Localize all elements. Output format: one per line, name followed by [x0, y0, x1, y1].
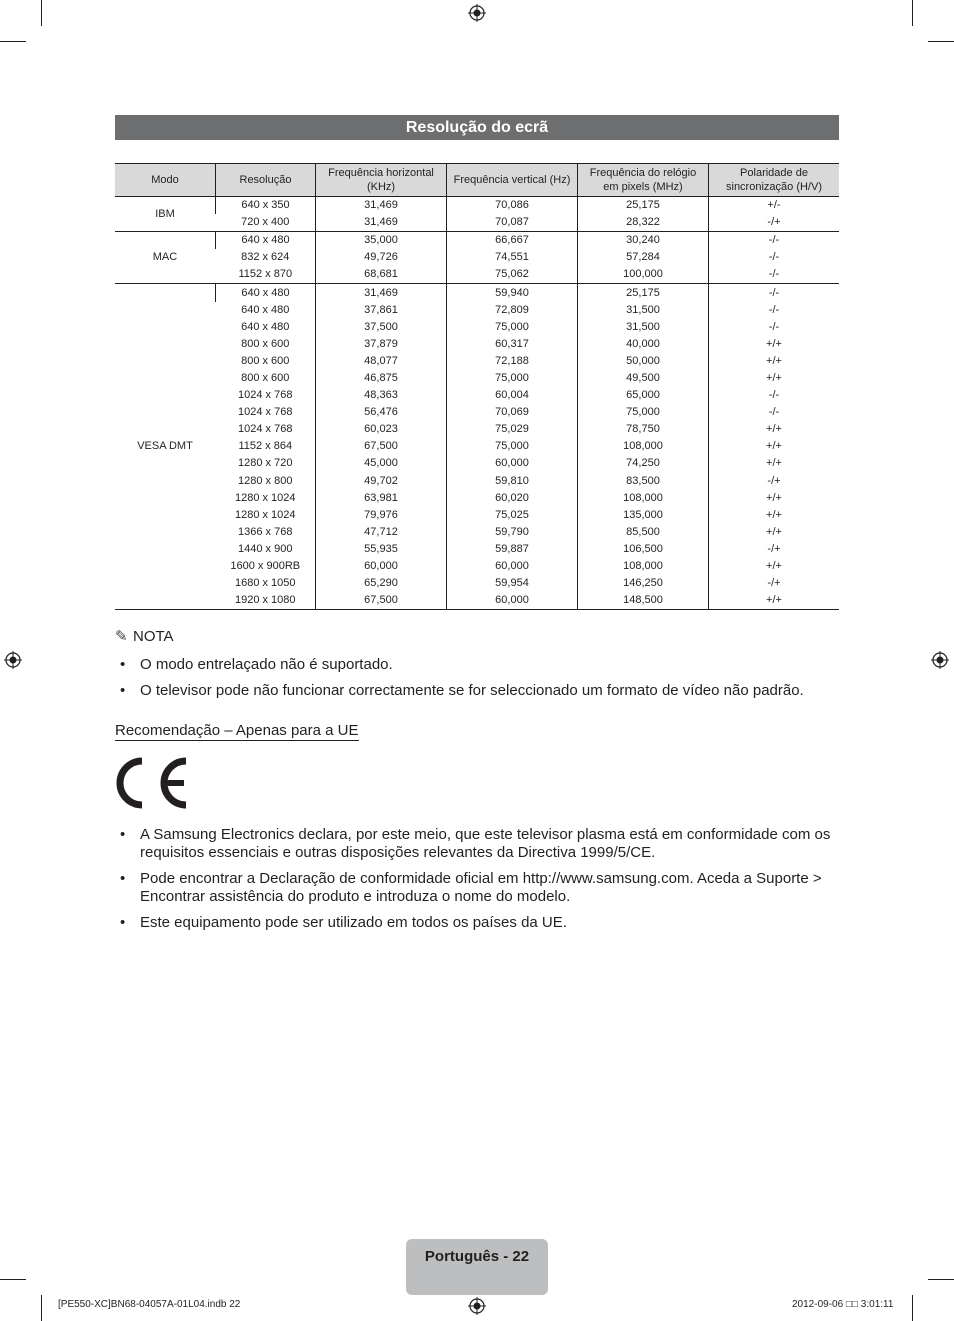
table-cell: 1280 x 1024	[234, 508, 296, 521]
crop-mark	[928, 41, 954, 42]
table-cell: 106,500	[578, 541, 709, 558]
table-cell: +/+	[709, 524, 840, 541]
table-cell: 60,317	[447, 336, 578, 353]
table-cell: +/+	[709, 353, 840, 370]
table-cell: -/-	[709, 249, 840, 266]
table-row	[115, 214, 839, 232]
table-cell: +/+	[709, 438, 840, 455]
table-cell: 45,000	[316, 455, 447, 472]
crop-mark	[928, 1279, 954, 1280]
recommendation-list	[115, 826, 839, 940]
table-cell: -/+	[709, 214, 840, 232]
table-header-row	[115, 164, 839, 197]
table-row	[115, 541, 839, 558]
table-row	[115, 319, 839, 336]
table-cell: 720 x 400	[241, 216, 290, 229]
mode-cell: VESA DMT	[115, 284, 216, 610]
registration-mark-icon	[931, 651, 949, 669]
table-cell: 37,861	[316, 302, 447, 319]
pencil-icon: ✎	[115, 628, 128, 645]
table-cell: 65,000	[578, 387, 709, 404]
table-row	[115, 197, 839, 215]
table-cell: 68,681	[316, 266, 447, 284]
table-cell: 25,175	[578, 284, 709, 302]
table-cell: 49,702	[316, 473, 447, 490]
table-cell: 1024 x 768	[238, 423, 293, 436]
table-cell: 72,809	[447, 302, 578, 319]
list-item: • A Samsung Electronics declara, por este meio, que este televisor plasma está em conformidade com os requisitos essenciais e outras disposições relevantes da Directiva 1999/5/CE.	[115, 826, 839, 862]
crop-mark	[41, 1295, 42, 1321]
table-cell: 1024 x 768	[238, 406, 293, 419]
table-cell: 1680 x 1050	[234, 577, 296, 590]
crop-mark	[0, 41, 26, 42]
table-row	[115, 404, 839, 421]
table-row	[115, 592, 839, 610]
table-cell: 46,875	[316, 370, 447, 387]
table-cell: 640 x 480	[241, 303, 290, 316]
table-cell: 40,000	[578, 336, 709, 353]
table-row	[115, 438, 839, 455]
list-item: • O modo entrelaçado não é suportado.	[115, 656, 839, 674]
table-cell: 1280 x 1024	[234, 491, 296, 504]
table-row	[115, 284, 839, 302]
table-cell: 79,976	[316, 507, 447, 524]
table-cell: -/-	[709, 232, 840, 250]
table-row	[115, 558, 839, 575]
table-row	[115, 370, 839, 387]
table-cell: 59,790	[447, 524, 578, 541]
table-cell: 800 x 600	[241, 354, 290, 367]
table-cell: 1024 x 768	[238, 389, 293, 402]
table-cell: 832 x 624	[241, 251, 290, 264]
table-cell: 59,954	[447, 575, 578, 592]
table-cell: 60,004	[447, 387, 578, 404]
table-row	[115, 421, 839, 438]
table-row	[115, 353, 839, 370]
table-cell: 31,500	[578, 302, 709, 319]
table-row	[115, 524, 839, 541]
crop-mark	[912, 0, 913, 26]
table-cell: +/+	[709, 455, 840, 472]
table-cell: 28,322	[578, 214, 709, 232]
list-item: • Este equipamento pode ser utilizado em todos os países da UE.	[115, 914, 839, 932]
crop-mark	[0, 1279, 26, 1280]
table-cell: 83,500	[578, 473, 709, 490]
table-cell: +/+	[709, 370, 840, 387]
list-item: • Pode encontrar a Declaração de conformidade oficial em http://www.samsung.com. Aceda a Suporte > Encontrar assistência do produto e introduza o nome do modelo.	[115, 870, 839, 906]
table-cell: 1600 x 900RB	[230, 560, 301, 573]
table-cell: 55,935	[316, 541, 447, 558]
table-cell: 108,000	[578, 558, 709, 575]
table-cell: 108,000	[578, 438, 709, 455]
table-cell: 47,712	[316, 524, 447, 541]
table-cell: 25,175	[578, 197, 709, 215]
table-cell: 72,188	[447, 353, 578, 370]
table-cell: +/-	[709, 197, 840, 215]
table-cell: 1280 x 800	[238, 474, 293, 487]
table-cell: 74,250	[578, 455, 709, 472]
registration-mark-icon	[4, 651, 22, 669]
table-cell: -/-	[709, 387, 840, 404]
table-cell: 49,500	[578, 370, 709, 387]
column-header: Polaridade de sincronização (H/V)	[709, 164, 840, 197]
table-row	[115, 266, 839, 284]
table-cell: 800 x 600	[241, 337, 290, 350]
table-cell: 59,887	[447, 541, 578, 558]
table-cell: 1152 x 864	[238, 440, 293, 453]
table-cell: 148,500	[578, 592, 709, 610]
table-row	[115, 302, 839, 319]
note-title: NOTA	[133, 628, 174, 645]
mode-cell: MAC	[115, 232, 216, 284]
table-cell: 1152 x 870	[238, 268, 293, 281]
table-cell: +/+	[709, 558, 840, 575]
table-cell: 31,469	[316, 197, 447, 215]
table-cell: 37,879	[316, 336, 447, 353]
table-cell: 57,284	[578, 249, 709, 266]
page-number-badge: Português - 22	[406, 1239, 548, 1295]
table-cell: 63,981	[316, 490, 447, 507]
table-cell: -/-	[709, 319, 840, 336]
table-cell: -/-	[709, 302, 840, 319]
table-cell: -/+	[709, 473, 840, 490]
table-cell: 640 x 480	[216, 232, 316, 250]
table-row	[115, 473, 839, 490]
table-cell: 640 x 480	[216, 284, 316, 302]
table-cell: 70,087	[447, 214, 578, 232]
column-header: Frequência do relógio em pixels (MHz)	[578, 164, 709, 197]
table-cell: 48,077	[316, 353, 447, 370]
footer-timestamp: 2012-09-06 □□ 3:01:11	[792, 1299, 894, 1310]
column-header: Frequência vertical (Hz)	[447, 164, 578, 197]
column-header: Modo	[115, 164, 216, 197]
table-cell: 66,667	[447, 232, 578, 250]
section-title: Resolução do ecrã	[115, 115, 839, 140]
table-cell: 75,000	[447, 438, 578, 455]
table-cell: 31,500	[578, 319, 709, 336]
table-cell: 30,240	[578, 232, 709, 250]
table-cell: 108,000	[578, 490, 709, 507]
table-cell: 75,062	[447, 266, 578, 284]
table-cell: 70,086	[447, 197, 578, 215]
table-cell: 59,940	[447, 284, 578, 302]
table-cell: 1440 x 900	[238, 542, 293, 555]
ce-mark-icon	[116, 757, 192, 809]
table-cell: 146,250	[578, 575, 709, 592]
table-cell: 60,000	[447, 455, 578, 472]
table-cell: 37,500	[316, 319, 447, 336]
table-cell: 67,500	[316, 438, 447, 455]
crop-mark	[912, 1295, 913, 1321]
table-cell: 85,500	[578, 524, 709, 541]
table-cell: 60,000	[447, 558, 578, 575]
table-cell: 100,000	[578, 266, 709, 284]
table-cell: 65,290	[316, 575, 447, 592]
note-heading	[115, 627, 174, 645]
table-cell: 50,000	[578, 353, 709, 370]
table-cell: 800 x 600	[241, 371, 290, 384]
table-row	[115, 575, 839, 592]
crop-mark	[41, 0, 42, 26]
table-cell: -/+	[709, 575, 840, 592]
table-cell: -/-	[709, 266, 840, 284]
table-cell: 60,000	[316, 558, 447, 575]
table-cell: 75,029	[447, 421, 578, 438]
table-cell: 60,000	[447, 592, 578, 610]
table-cell: 59,810	[447, 473, 578, 490]
table-cell: 35,000	[316, 232, 447, 250]
table-row	[115, 249, 839, 266]
table-cell: +/+	[709, 507, 840, 524]
table-cell: +/+	[709, 592, 840, 610]
column-header: Resolução	[216, 164, 316, 197]
table-cell: 56,476	[316, 404, 447, 421]
table-cell: 75,000	[447, 319, 578, 336]
table-row	[115, 387, 839, 404]
table-cell: 31,469	[316, 214, 447, 232]
table-cell: 640 x 350	[216, 197, 316, 215]
table-row	[115, 336, 839, 353]
table-cell: 640 x 480	[241, 320, 290, 333]
table-body	[115, 197, 839, 610]
note-list	[115, 656, 839, 708]
table-cell: 1366 x 768	[238, 525, 293, 538]
table-cell: 1920 x 1080	[216, 592, 316, 610]
table-cell: 75,025	[447, 507, 578, 524]
table-cell: 74,551	[447, 249, 578, 266]
table-cell: 75,000	[578, 404, 709, 421]
table-row	[115, 490, 839, 507]
footer-file-info: [PE550-XC]BN68-04057A-01L04.indb 22	[58, 1299, 241, 1310]
table-cell: -/+	[709, 541, 840, 558]
table-cell: 48,363	[316, 387, 447, 404]
table-cell: -/-	[709, 404, 840, 421]
table-cell: 1280 x 720	[238, 457, 293, 470]
table-cell: 70,069	[447, 404, 578, 421]
table-cell: 67,500	[316, 592, 447, 610]
list-item: • O televisor pode não funcionar correctamente se for seleccionado um formato de vídeo não padrão.	[115, 682, 839, 700]
table-cell: 60,020	[447, 490, 578, 507]
table-cell: 135,000	[578, 507, 709, 524]
table-cell: 49,726	[316, 249, 447, 266]
table-cell: 31,469	[316, 284, 447, 302]
table-cell: +/+	[709, 421, 840, 438]
table-cell: 75,000	[447, 370, 578, 387]
table-cell: 60,023	[316, 421, 447, 438]
table-cell: -/-	[709, 284, 840, 302]
column-header: Frequência horizontal (KHz)	[316, 164, 447, 197]
table-row	[115, 232, 839, 250]
table-row	[115, 455, 839, 472]
table-cell: +/+	[709, 490, 840, 507]
table-row	[115, 507, 839, 524]
registration-mark-icon	[468, 1297, 486, 1315]
registration-mark-icon	[468, 4, 486, 22]
resolution-table	[115, 163, 839, 610]
mode-cell: IBM	[115, 197, 216, 232]
recommendation-title: Recomendação – Apenas para a UE	[115, 722, 359, 739]
table-cell: 78,750	[578, 421, 709, 438]
table-cell: +/+	[709, 336, 840, 353]
